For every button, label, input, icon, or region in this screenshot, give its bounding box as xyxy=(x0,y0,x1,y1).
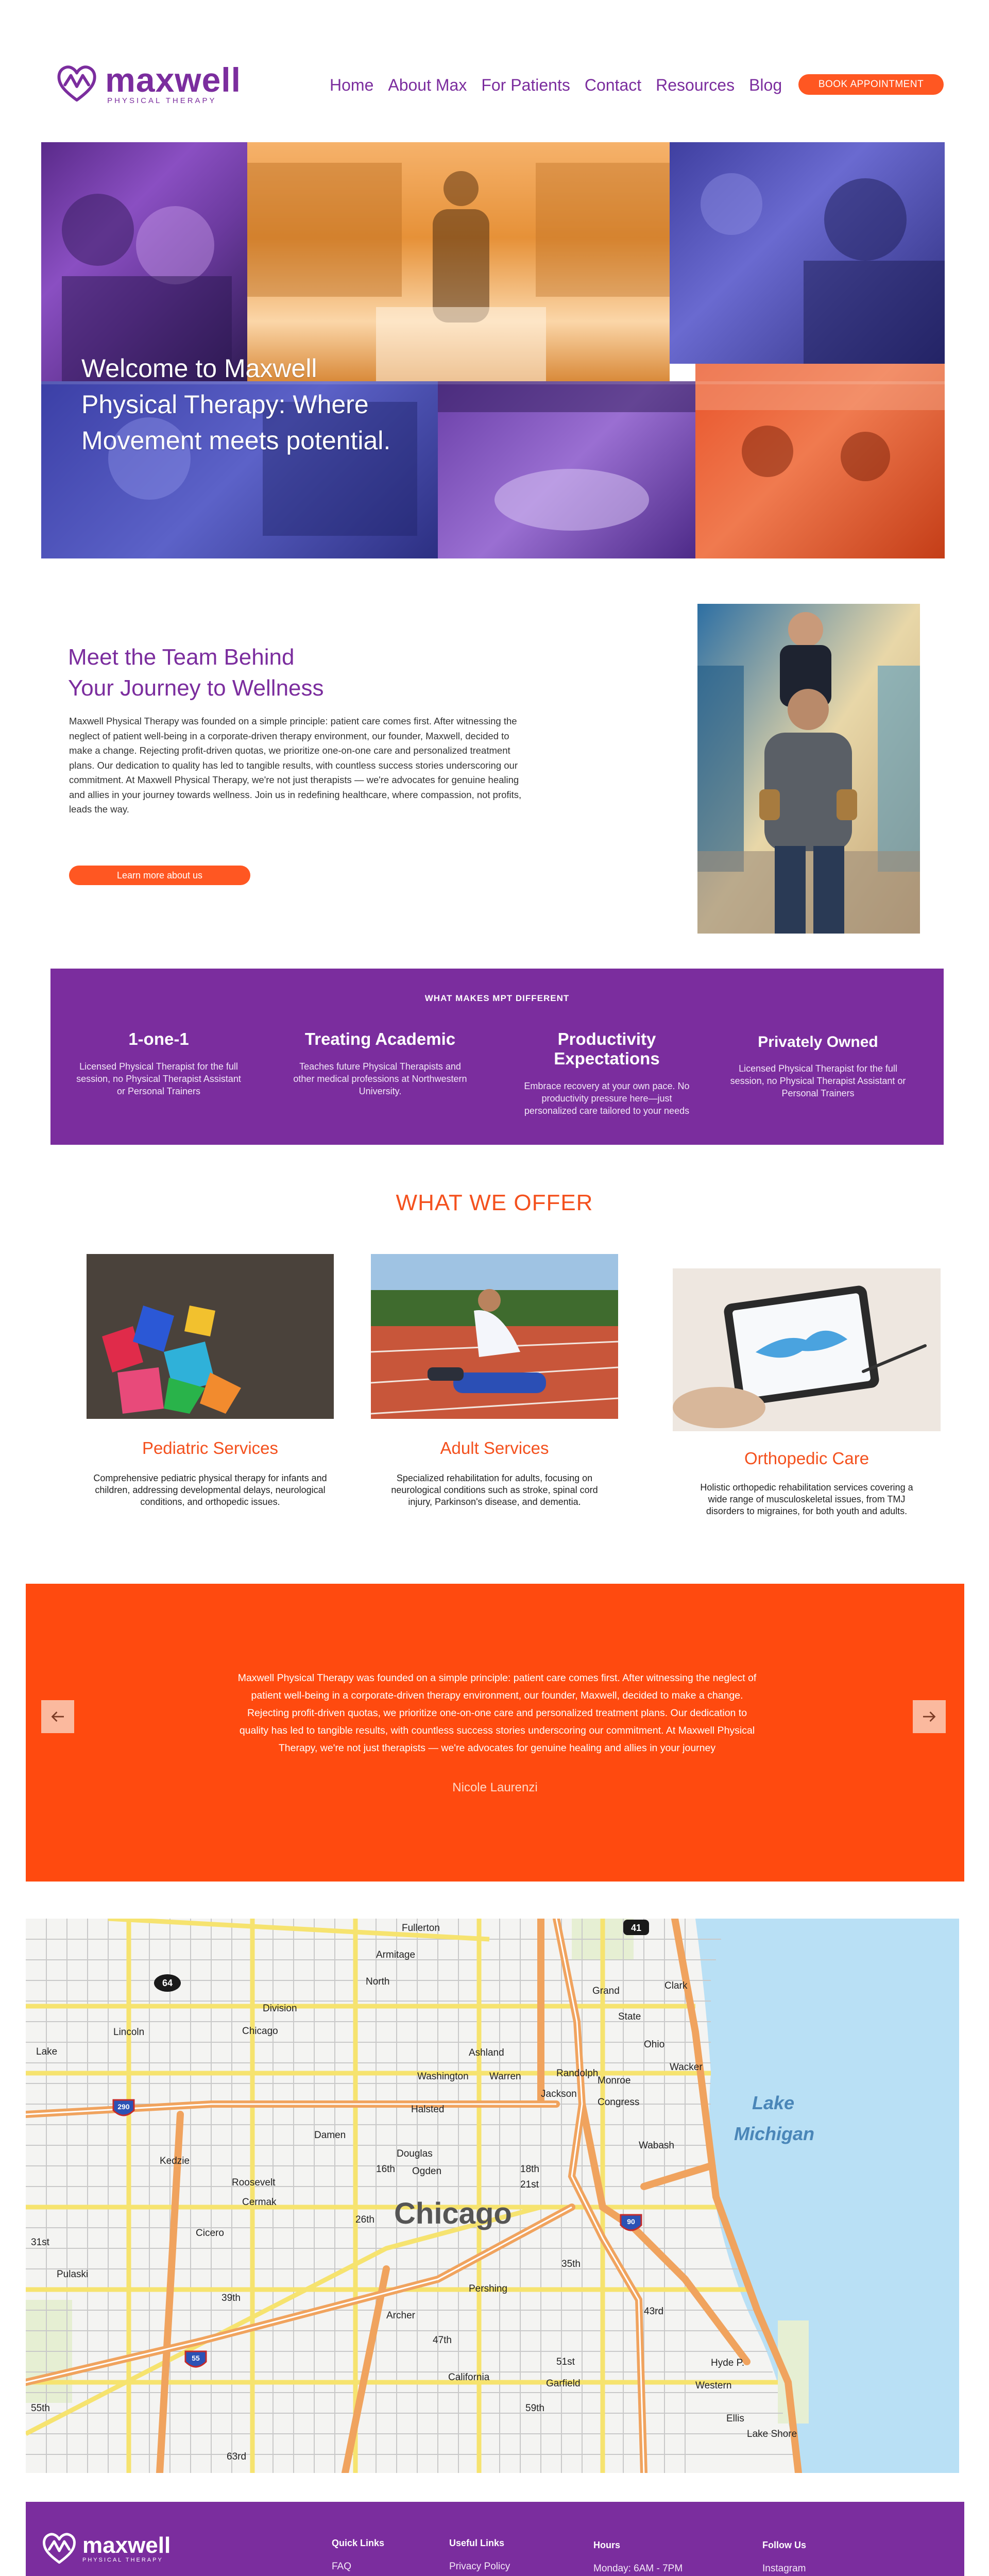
site-footer xyxy=(26,2502,964,2576)
map-street-label: Cicero xyxy=(196,2228,224,2239)
route-badge-64: 64 xyxy=(162,1978,173,1988)
main-nav xyxy=(330,72,782,98)
map-street-label: 18th xyxy=(520,2164,539,2175)
map-street-label: Congress xyxy=(598,2097,640,2108)
map-street-label: Fullerton xyxy=(402,1923,440,1934)
map-street-label: Hyde P. xyxy=(711,2358,745,2368)
hero-title: Welcome to Maxwell Physical Therapy: Where Movement meets potential. xyxy=(81,354,391,455)
pediatric-services-text: Comprehensive pediatric physical therapy for infants and children, addressing developmental delays, neurological conditions, and orthopedic issues. xyxy=(93,1473,327,1507)
map-street-label: Lake Shore xyxy=(747,2429,797,2439)
next-slide-button[interactable] xyxy=(913,1700,946,1733)
map-street-label: Monroe xyxy=(598,2075,631,2086)
difference-heading: WHAT MAKES MPT DIFFERENT xyxy=(424,993,570,1003)
difference-item xyxy=(715,1033,921,1099)
map-street-label: Ohio xyxy=(644,2039,665,2050)
logo-tagline: PHYSICAL THERAPY xyxy=(107,96,217,105)
prev-slide-button[interactable] xyxy=(41,1700,74,1733)
team-title-line1: Meet the Team Behind xyxy=(68,645,295,670)
adult-services-title[interactable]: Adult Services xyxy=(440,1438,549,1458)
orthopedic-care-title[interactable]: Orthopedic Care xyxy=(744,1449,869,1468)
difference-item-text: Licensed Physical Therapist for the full session, no Physical Therapist Assistant or Personal Trainers xyxy=(730,1063,906,1098)
map-street-label: 39th xyxy=(221,2293,241,2303)
map-street-label: Kedzie xyxy=(160,2156,190,2166)
footer-hours-row: Monday: 6AM - 7PM xyxy=(593,2563,683,2574)
map-street-label: Pulaski xyxy=(57,2269,89,2280)
hero-photo-patient-shoulder xyxy=(670,142,945,364)
map-street-label: Grand xyxy=(592,1986,620,1996)
logo-wordmark: maxwell xyxy=(105,60,241,99)
heart-logo-icon xyxy=(41,2531,77,2567)
difference-item-title: Treating Academic xyxy=(304,1029,456,1048)
map-canvas xyxy=(26,1919,959,2473)
map-lake-label-line2: Michigan xyxy=(734,2123,815,2144)
difference-panel xyxy=(50,969,944,1145)
arrow-right-icon xyxy=(920,1707,939,1726)
route-badge xyxy=(185,2351,206,2367)
team-title xyxy=(68,642,429,704)
hero-photo-family-park xyxy=(695,364,945,558)
difference-item xyxy=(71,1029,246,1097)
footer-useful-links-title: Useful Links xyxy=(449,2538,505,2548)
footer-quick-links-title: Quick Links xyxy=(332,2538,385,2548)
footer-quick-links xyxy=(332,2538,400,2576)
testimonial-author: Nicole Laurenzi xyxy=(452,1781,538,1794)
nav-for-patients[interactable]: For Patients xyxy=(481,75,570,94)
testimonial-slider xyxy=(26,1584,964,1882)
map-street-label: 55th xyxy=(31,2403,50,2414)
map-street-label: Halsted xyxy=(411,2104,445,2115)
map-street-label: 35th xyxy=(561,2259,581,2269)
map-street-label: Jackson xyxy=(541,2089,577,2099)
footer-hours-title: Hours xyxy=(593,2540,621,2550)
footer-link-faq[interactable]: FAQ xyxy=(332,2561,352,2572)
footer-logo[interactable] xyxy=(41,2531,170,2567)
pediatric-services-image xyxy=(87,1254,334,1419)
map-street-label: 26th xyxy=(355,2214,374,2225)
map-street-label: Randolph xyxy=(556,2068,599,2079)
route-badge-55: 55 xyxy=(192,2354,200,2362)
map-street-label: California xyxy=(448,2372,490,2383)
difference-item-title: 1-one-1 xyxy=(128,1029,189,1048)
map-street-label: Garfield xyxy=(546,2378,581,2389)
difference-item-title: Productivity Expectations xyxy=(554,1029,660,1068)
map-street-label: 47th xyxy=(433,2335,452,2346)
nav-resources[interactable]: Resources xyxy=(656,75,735,94)
map-street-label: Lake xyxy=(36,2046,58,2057)
map-street-label: Ogden xyxy=(412,2166,442,2177)
map-street-label: Douglas xyxy=(397,2148,433,2159)
footer-social xyxy=(762,2540,806,2576)
team-photo-father-son xyxy=(697,604,920,934)
map-street-label: Division xyxy=(263,2003,297,2014)
route-badge xyxy=(623,1920,649,1935)
difference-item-text: Embrace recovery at your own pace. No productivity pressure here—just personalized care tailored to your needs xyxy=(524,1081,690,1116)
location-map[interactable] xyxy=(26,1919,959,2473)
adult-services-image xyxy=(371,1254,618,1419)
offer-heading: WHAT WE OFFER xyxy=(396,1190,593,1215)
map-street-label: 51st xyxy=(556,2357,575,2367)
route-badge-41: 41 xyxy=(630,1923,642,1933)
route-badge xyxy=(154,1974,181,1992)
map-street-label: Chicago xyxy=(242,2026,278,2037)
route-badge xyxy=(621,2215,641,2230)
map-street-label: 16th xyxy=(376,2164,395,2175)
testimonial-quote: Maxwell Physical Therapy was founded on a simple principle: patient care comes first. After witnessing the neglect of patient well-being in a corporate-driven therapy environment, our founder, Maxwell, decided to make a change. Rejecting profit-driven quotas, we prioritize one-on-one care and personalized treatment plans. Our dedication to quality has led to tangible results, with countless success stories underscoring our commitment. At Maxwell Physical Therapy, we're not just therapists — we're advocates for genuine healing and allies in your journey xyxy=(237,1672,757,1754)
heart-logo-icon xyxy=(56,56,98,112)
map-street-label: 63rd xyxy=(227,2451,247,2462)
book-appointment-button[interactable]: BOOK APPOINTMENT xyxy=(798,74,944,95)
hero-photo-store xyxy=(247,142,670,381)
route-badge xyxy=(113,2100,134,2115)
map-street-label: 43rd xyxy=(644,2306,664,2317)
pediatric-services-title[interactable]: Pediatric Services xyxy=(142,1438,279,1458)
map-street-label: Wabash xyxy=(639,2140,674,2151)
footer-follow-title: Follow Us xyxy=(762,2540,806,2550)
hero-photo-baby-floor xyxy=(438,381,695,558)
route-badge-90: 90 xyxy=(627,2217,635,2226)
footer-useful-links xyxy=(449,2538,524,2576)
map-street-label: 21st xyxy=(520,2179,539,2190)
map-street-label: Pershing xyxy=(469,2283,507,2294)
team-body: Maxwell Physical Therapy was founded on a simple principle: patient care comes first. After witnessing the neglect of patient well-being in a corporate-driven therapy environment, our founder, Maxwell, decided to make a change. Rejecting profit-driven quotas, we prioritize one-on-one care and personalized treatment plans. Our dedication to quality has led to tangible results, with countless success stories underscoring our commitment. At Maxwell Physical Therapy, we're not just therapists — we're advocates for genuine healing and allies in your journey towards wellness. Join us in redefining healthcare, where compassion, not profits, leads the way. xyxy=(69,716,522,815)
map-street-label: Damen xyxy=(314,2130,346,2141)
difference-item xyxy=(504,1029,710,1117)
route-badge-290: 290 xyxy=(117,2103,130,2111)
nav-home[interactable]: Home xyxy=(330,75,374,94)
map-street-label: Cermak xyxy=(242,2197,277,2208)
footer-hours xyxy=(593,2540,700,2576)
map-street-label: Armitage xyxy=(376,1950,416,1960)
map-street-label: Wacker xyxy=(670,2062,703,2073)
hero-photo-dad-daughter xyxy=(41,142,247,381)
footer-wordmark: maxwell xyxy=(82,2533,171,2558)
map-street-label: Clark xyxy=(664,1980,688,1991)
team-title-line2: Your Journey to Wellness xyxy=(68,675,324,701)
map-city-label: Chicago xyxy=(394,2197,512,2230)
difference-item-text: Licensed Physical Therapist for the full session, no Physical Therapist Assistant or Personal Trainers xyxy=(76,1061,241,1096)
footer-link-instagram[interactable]: Instagram xyxy=(762,2563,806,2574)
map-street-label: Lincoln xyxy=(113,2027,145,2038)
nav-about-max[interactable]: About Max xyxy=(388,75,467,94)
footer-link-privacy-policy[interactable]: Privacy Policy xyxy=(449,2561,510,2572)
difference-item xyxy=(282,1029,478,1097)
arrow-left-icon xyxy=(48,1707,67,1726)
map-street-label: Washington xyxy=(417,2071,469,2082)
difference-item-text: Teaches future Physical Therapists and other medical professions at Northwestern University. xyxy=(293,1061,467,1096)
orthopedic-care-image xyxy=(673,1268,941,1431)
adult-services-text: Specialized rehabilitation for adults, focusing on neurological conditions such as stroke, spinal cord injury, Parkinson's disease, and dementia. xyxy=(391,1473,598,1507)
map-street-label: 31st xyxy=(31,2237,49,2248)
map-street-label: Archer xyxy=(386,2310,415,2321)
map-street-label: Ashland xyxy=(469,2047,504,2058)
map-street-label: Warren xyxy=(489,2071,521,2082)
map-street-label: 59th xyxy=(525,2403,544,2414)
difference-item-title: Privately Owned xyxy=(758,1033,878,1050)
map-street-label: Roosevelt xyxy=(232,2177,276,2188)
map-street-label: Ellis xyxy=(726,2413,744,2424)
map-lake-label-line1: Lake xyxy=(752,2092,795,2113)
map-street-label: North xyxy=(366,1976,390,1987)
site-logo[interactable] xyxy=(56,56,241,112)
orthopedic-care-text: Holistic orthopedic rehabilitation services covering a wide range of musculoskeletal issues, from TMJ disorders to migraines, for both youth and adults. xyxy=(700,1482,913,1516)
nav-contact[interactable]: Contact xyxy=(584,75,642,94)
map-street-label: Western xyxy=(695,2380,732,2391)
learn-more-button[interactable]: Learn more about us xyxy=(69,866,250,885)
nav-blog[interactable]: Blog xyxy=(749,75,782,94)
map-street-label: State xyxy=(618,2011,641,2022)
footer-tagline: PHYSICAL THERAPY xyxy=(82,2557,163,2563)
